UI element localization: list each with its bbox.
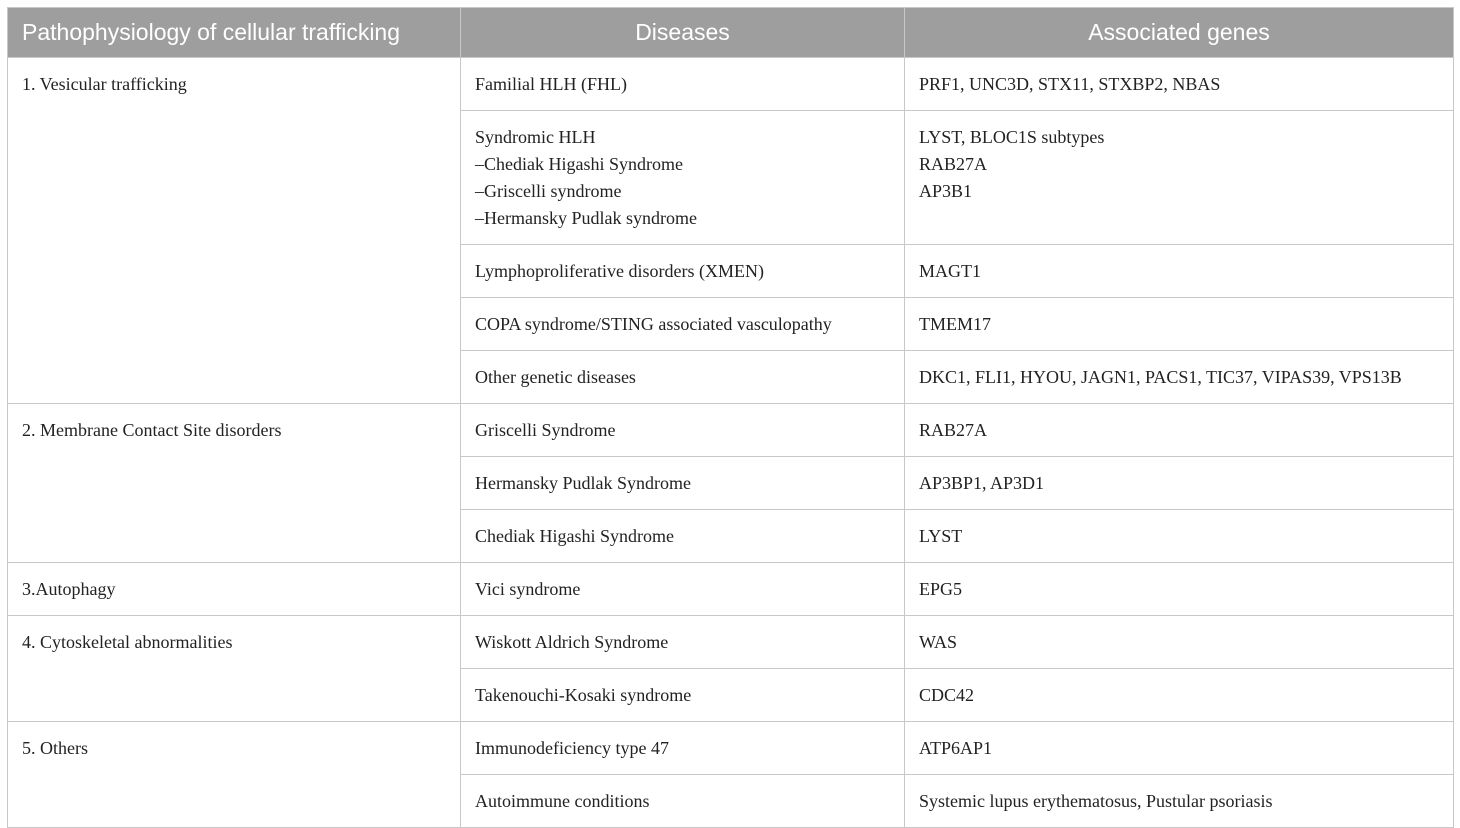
- gene-line: PRF1, UNC3D, STX11, STXBP2, NBAS: [919, 74, 1221, 94]
- category-cell: 1. Vesicular trafficking: [8, 58, 461, 404]
- gene-line: TMEM17: [919, 314, 991, 334]
- gene-line: DKC1, FLI1, HYOU, JAGN1, PACS1, TIC37, VIPAS39, VPS13B: [919, 367, 1402, 387]
- genes-cell: [905, 111, 1454, 245]
- disease-line: Griscelli Syndrome: [475, 420, 616, 440]
- category-cell: 5. Others: [8, 722, 461, 828]
- gene-line: AP3B1: [919, 181, 973, 201]
- disease-cell: [461, 457, 905, 510]
- genes-cell: [905, 775, 1454, 828]
- header-associated-genes: Associated genes: [905, 8, 1454, 58]
- disease-line: Takenouchi-Kosaki syndrome: [475, 685, 692, 705]
- disease-line: Syndromic HLH: [475, 127, 596, 147]
- header-diseases: Diseases: [461, 8, 905, 58]
- genes-cell: [905, 298, 1454, 351]
- genes-cell: [905, 563, 1454, 616]
- disease-cell: [461, 510, 905, 563]
- gene-line: WAS: [919, 632, 958, 652]
- table-row: [8, 563, 1454, 616]
- disease-line: Other genetic diseases: [475, 367, 636, 387]
- disease-line: –Hermansky Pudlak syndrome: [475, 208, 697, 228]
- disease-cell: [461, 298, 905, 351]
- disease-line: Immunodeficiency type 47: [475, 738, 669, 758]
- gene-line: ATP6AP1: [919, 738, 993, 758]
- disease-line: Hermansky Pudlak Syndrome: [475, 473, 691, 493]
- genes-cell: [905, 245, 1454, 298]
- header-pathophysiology: Pathophysiology of cellular trafficking: [8, 8, 461, 58]
- category-cell: 2. Membrane Contact Site disorders: [8, 404, 461, 563]
- table-row: [8, 616, 1454, 669]
- disease-cell: [461, 722, 905, 775]
- gene-line: RAB27A: [919, 420, 988, 440]
- gene-line: LYST, BLOC1S subtypes: [919, 127, 1105, 147]
- disease-line: Lymphoproliferative disorders (XMEN): [475, 261, 764, 281]
- genes-cell: [905, 722, 1454, 775]
- gene-line: RAB27A: [919, 154, 988, 174]
- gene-line: MAGT1: [919, 261, 981, 281]
- disease-line: Autoimmune conditions: [475, 791, 650, 811]
- trafficking-disease-table: [7, 7, 1454, 828]
- table-row: [8, 404, 1454, 457]
- disease-cell: [461, 111, 905, 245]
- disease-line: Chediak Higashi Syndrome: [475, 526, 674, 546]
- table-row: [8, 58, 1454, 111]
- genes-cell: [905, 351, 1454, 404]
- genes-cell: [905, 457, 1454, 510]
- table-row: [8, 722, 1454, 775]
- genes-cell: [905, 669, 1454, 722]
- disease-cell: [461, 58, 905, 111]
- gene-line: CDC42: [919, 685, 975, 705]
- category-cell: 3.Autophagy: [8, 563, 461, 616]
- category-cell: 4. Cytoskeletal abnormalities: [8, 616, 461, 722]
- genes-cell: [905, 404, 1454, 457]
- disease-cell: [461, 351, 905, 404]
- genes-cell: [905, 58, 1454, 111]
- disease-cell: [461, 616, 905, 669]
- disease-line: COPA syndrome/STING associated vasculopathy: [475, 314, 832, 334]
- disease-line: Wiskott Aldrich Syndrome: [475, 632, 669, 652]
- gene-line: LYST: [919, 526, 963, 546]
- table-body: [8, 58, 1454, 828]
- gene-line: AP3BP1, AP3D1: [919, 473, 1045, 493]
- gene-line: EPG5: [919, 579, 963, 599]
- disease-cell: [461, 245, 905, 298]
- disease-cell: [461, 563, 905, 616]
- header-row: [8, 8, 1454, 58]
- disease-line: –Chediak Higashi Syndrome: [475, 154, 683, 174]
- disease-line: Vici syndrome: [475, 579, 581, 599]
- disease-cell: [461, 669, 905, 722]
- disease-line: Familial HLH (FHL): [475, 74, 627, 94]
- disease-cell: [461, 404, 905, 457]
- disease-line: –Griscelli syndrome: [475, 181, 622, 201]
- genes-cell: [905, 510, 1454, 563]
- disease-cell: [461, 775, 905, 828]
- gene-line: Systemic lupus erythematosus, Pustular psoriasis: [919, 791, 1273, 811]
- genes-cell: [905, 616, 1454, 669]
